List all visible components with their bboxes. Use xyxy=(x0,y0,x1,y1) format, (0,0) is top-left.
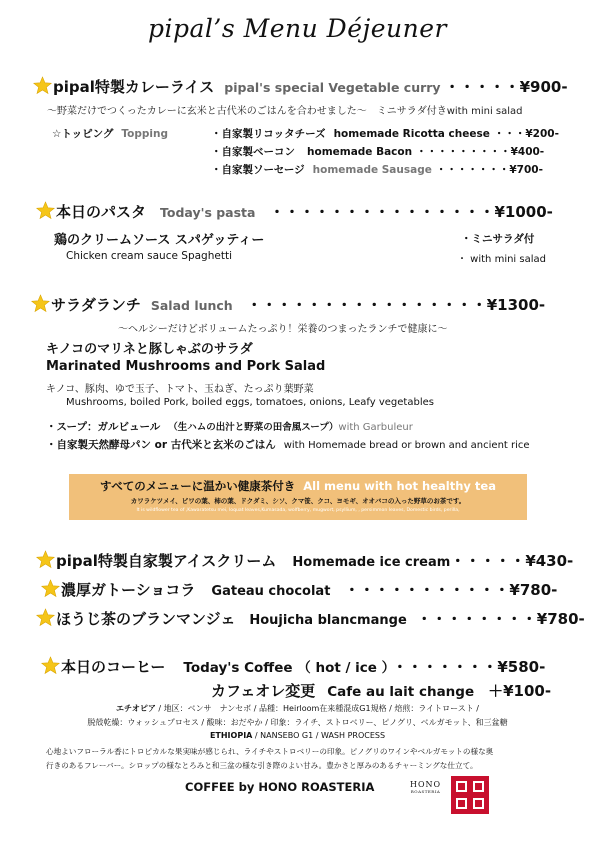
topping-name-jp: ・自家製リコッタチーズ xyxy=(211,128,326,140)
dessert-name-jp: pipal特製自家製アイスクリーム xyxy=(56,552,277,570)
coffee-origin-jp: エチオピア xyxy=(116,704,156,713)
bread-en: with Homemade bread or brown and ancient rice xyxy=(283,440,530,451)
star-icon xyxy=(36,608,55,627)
coffee-price: ¥580- xyxy=(497,658,546,676)
curry-dots: ・・・・・ xyxy=(444,78,520,96)
topping-label xyxy=(52,122,168,141)
coffee-detail-line3 xyxy=(0,731,595,740)
dessert-dots: ・・・・・ xyxy=(450,552,526,570)
pasta-side-jp: ・ミニサラダ付 xyxy=(461,233,535,245)
tea-banner-ingredients: カワラケツメイ、ビワの葉、柿の葉、ドクダミ、シソ、クマ笹、クコ、ヨモギ、オオバコの入った野草のお茶です。 xyxy=(130,497,466,505)
footer-credit: COFFEE by HONO ROASTERIA xyxy=(185,780,375,794)
dessert-price: ¥430- xyxy=(525,552,574,570)
dessert-item xyxy=(41,579,557,600)
salad-ingredients-jp: キノコ、豚肉、ゆで玉子、トマト、玉ねぎ、たっぷり葉野菜 xyxy=(46,384,314,395)
curry-price: ¥900- xyxy=(519,78,568,96)
curry-heading xyxy=(33,76,568,97)
topping-name-en: homemade Sausage xyxy=(312,164,432,176)
coffee-heading xyxy=(41,656,545,677)
coffee-paragraph-line2: 行きのあるフレーバー。シロップの様なとろみと和三盆の様な引き際のよい甘み。豊かさと厚みのあるチャーミングな仕立て。 xyxy=(46,761,478,770)
curry-title-jp: pipal特製カレーライス xyxy=(53,78,215,96)
star-icon xyxy=(33,76,52,95)
logo-text-primary: HONO xyxy=(410,780,442,789)
pasta-dish-jp: 鶏のクリームソース スパゲッティー xyxy=(54,233,265,248)
page-title: pipal’s Menu Déjeuner xyxy=(147,14,447,43)
curry-title-en: pipal's special Vegetable curry xyxy=(224,80,441,95)
dessert-price: ¥780- xyxy=(536,610,585,628)
cafe-au-lait-en: Cafe au lait change xyxy=(327,684,475,700)
topping-name-en: homemade Ricotta cheese xyxy=(333,128,490,140)
coffee-detail-text: / 地区：ベンサ ナンセボ / 品種：Heirloom在来種混成G1規格 / 焙煎：ライトロースト / xyxy=(155,704,479,713)
dessert-name-en: Homemade ice cream xyxy=(292,555,451,570)
dessert-dots: ・・・・・・・・ xyxy=(416,610,537,628)
soup-description: （生ハムの出汁と野菜の田舎風スープ） xyxy=(168,422,339,433)
dessert-name-jp: 濃厚ガトーショコラ xyxy=(61,581,196,599)
salad-bread xyxy=(46,433,530,452)
cafe-au-lait-jp: カフェオレ変更 xyxy=(211,682,316,700)
pasta-side-en: ・ with mini salad xyxy=(457,254,546,265)
pasta-heading xyxy=(36,201,553,222)
topping-name-jp: ・自家製ソーセージ xyxy=(211,164,305,176)
topping-price: ¥400- xyxy=(510,146,545,158)
dessert-item xyxy=(36,550,573,571)
coffee-title-en: Today's Coffee （ hot / ice ） xyxy=(183,660,389,676)
topping-price: ¥700- xyxy=(509,164,543,176)
coffee-dots: ・・・・・・・ xyxy=(392,658,498,676)
coffee-origin-en: ETHIOPIA xyxy=(209,731,253,740)
topping-dots: ・・・・・・・ xyxy=(435,164,510,176)
star-icon xyxy=(41,579,60,598)
soup-label: ・スープ：ガルビュール xyxy=(46,421,161,433)
tea-banner xyxy=(69,474,527,520)
cafe-au-lait-row xyxy=(211,680,551,701)
salad-soup xyxy=(46,415,413,434)
coffee-detail-line2: 脱殻乾燥：ウォッシュプロセス / 酸味：おだやか / 印象：ライチ、ストロベリー、ピノグリ、ベルガモット、和三盆糖 xyxy=(87,718,508,727)
topping-row xyxy=(211,158,569,177)
salad-ingredients-en: Mushrooms, boiled Pork, boiled eggs, tomatoes, onions, Leafy vegetables xyxy=(66,397,434,408)
dessert-name-jp: ほうじ茶のブランマンジェ xyxy=(56,610,236,628)
salad-price: ¥1300- xyxy=(486,296,546,314)
coffee-detail-text: / NANSEBO G1 / WASH PROCESS xyxy=(252,731,386,740)
coffee-detail-line1 xyxy=(0,703,595,714)
tea-banner-ingredients-en: It is wildflower tea of ,Kawaratetsu mei, loquat leaves,Kumasada, wolfberry, mugwort, psyllium, , persimmon leaves, Domestic birds, perilla, xyxy=(136,508,460,513)
pasta-price: ¥1000- xyxy=(494,203,553,221)
hono-logo-icon xyxy=(451,776,489,814)
coffee-title-jp: 本日のコーヒー xyxy=(61,658,166,676)
tea-banner-jp: すべてのメニューに温かい健康茶付き xyxy=(99,479,296,493)
soup-en: with Garbuleur xyxy=(338,422,413,433)
topping-label-en: Topping xyxy=(121,128,168,140)
topping-row xyxy=(211,122,569,141)
topping-name-en: homemade Bacon xyxy=(307,146,413,158)
topping-dots: ・・・ xyxy=(493,128,526,140)
pasta-dish-en: Chicken cream sauce Spaghetti xyxy=(66,250,232,262)
tea-banner-headline xyxy=(69,478,527,494)
topping-name-jp: ・自家製ベーコン xyxy=(211,146,295,158)
star-icon xyxy=(31,294,50,313)
topping-label-jp: ☆トッピング xyxy=(52,128,114,140)
logo-mark-icon xyxy=(451,776,489,814)
salad-heading xyxy=(31,294,545,315)
curry-description: 〜野菜だけでつくったカレーに玄米と古代米のごはんを合わせました〜 ミニサラダ付きwith mini salad xyxy=(47,106,523,117)
coffee-paragraph-line1: 心地よいフローラル香にトロピカルな果実味が感じられ、ライチやストロベリーの印象。ピノグリのワインやベルガモットの様な奥 xyxy=(46,747,494,756)
salad-description: 〜ヘルシーだけどボリュームたっぷり！栄養のつまったランチで健康に〜 xyxy=(118,324,448,335)
topping-row xyxy=(211,140,569,159)
cafe-au-lait-price: ＋¥100- xyxy=(488,682,552,700)
logo-text-secondary: ROASTERIA xyxy=(410,789,441,794)
logo-wordmark xyxy=(410,781,441,794)
pasta-dots: ・・・・・・・・・・・・・・・ xyxy=(269,203,495,221)
star-icon xyxy=(36,550,55,569)
dessert-name-en: Houjicha blancmange xyxy=(249,613,407,628)
bread-jp: ・自家製天然酵母パン or 古代米と玄米のごはん xyxy=(46,439,276,451)
salad-dish-en: Marinated Mushrooms and Pork Salad xyxy=(46,359,326,374)
dessert-name-en: Gateau chocolat xyxy=(211,584,331,599)
salad-title-en: Salad lunch xyxy=(150,298,233,313)
dessert-price: ¥780- xyxy=(509,581,558,599)
dessert-dots: ・・・・・・・・・・・ xyxy=(344,581,510,599)
tea-banner-en: All menu with hot healthy tea xyxy=(303,479,496,493)
topping-dots: ・・・・・・・・・ xyxy=(416,146,511,158)
star-icon xyxy=(36,201,55,220)
salad-title-jp: サラダランチ xyxy=(51,296,141,314)
topping-price: ¥200- xyxy=(525,128,559,140)
pasta-title-en: Today's pasta xyxy=(160,205,256,220)
salad-dots: ・・・・・・・・・・・・・・・・ xyxy=(246,296,487,314)
pasta-title-jp: 本日のパスタ xyxy=(56,203,147,221)
dessert-item xyxy=(36,608,585,629)
salad-dish-jp: キノコのマリネと豚しゃぶのサラダ xyxy=(46,342,253,357)
star-icon xyxy=(41,656,60,675)
